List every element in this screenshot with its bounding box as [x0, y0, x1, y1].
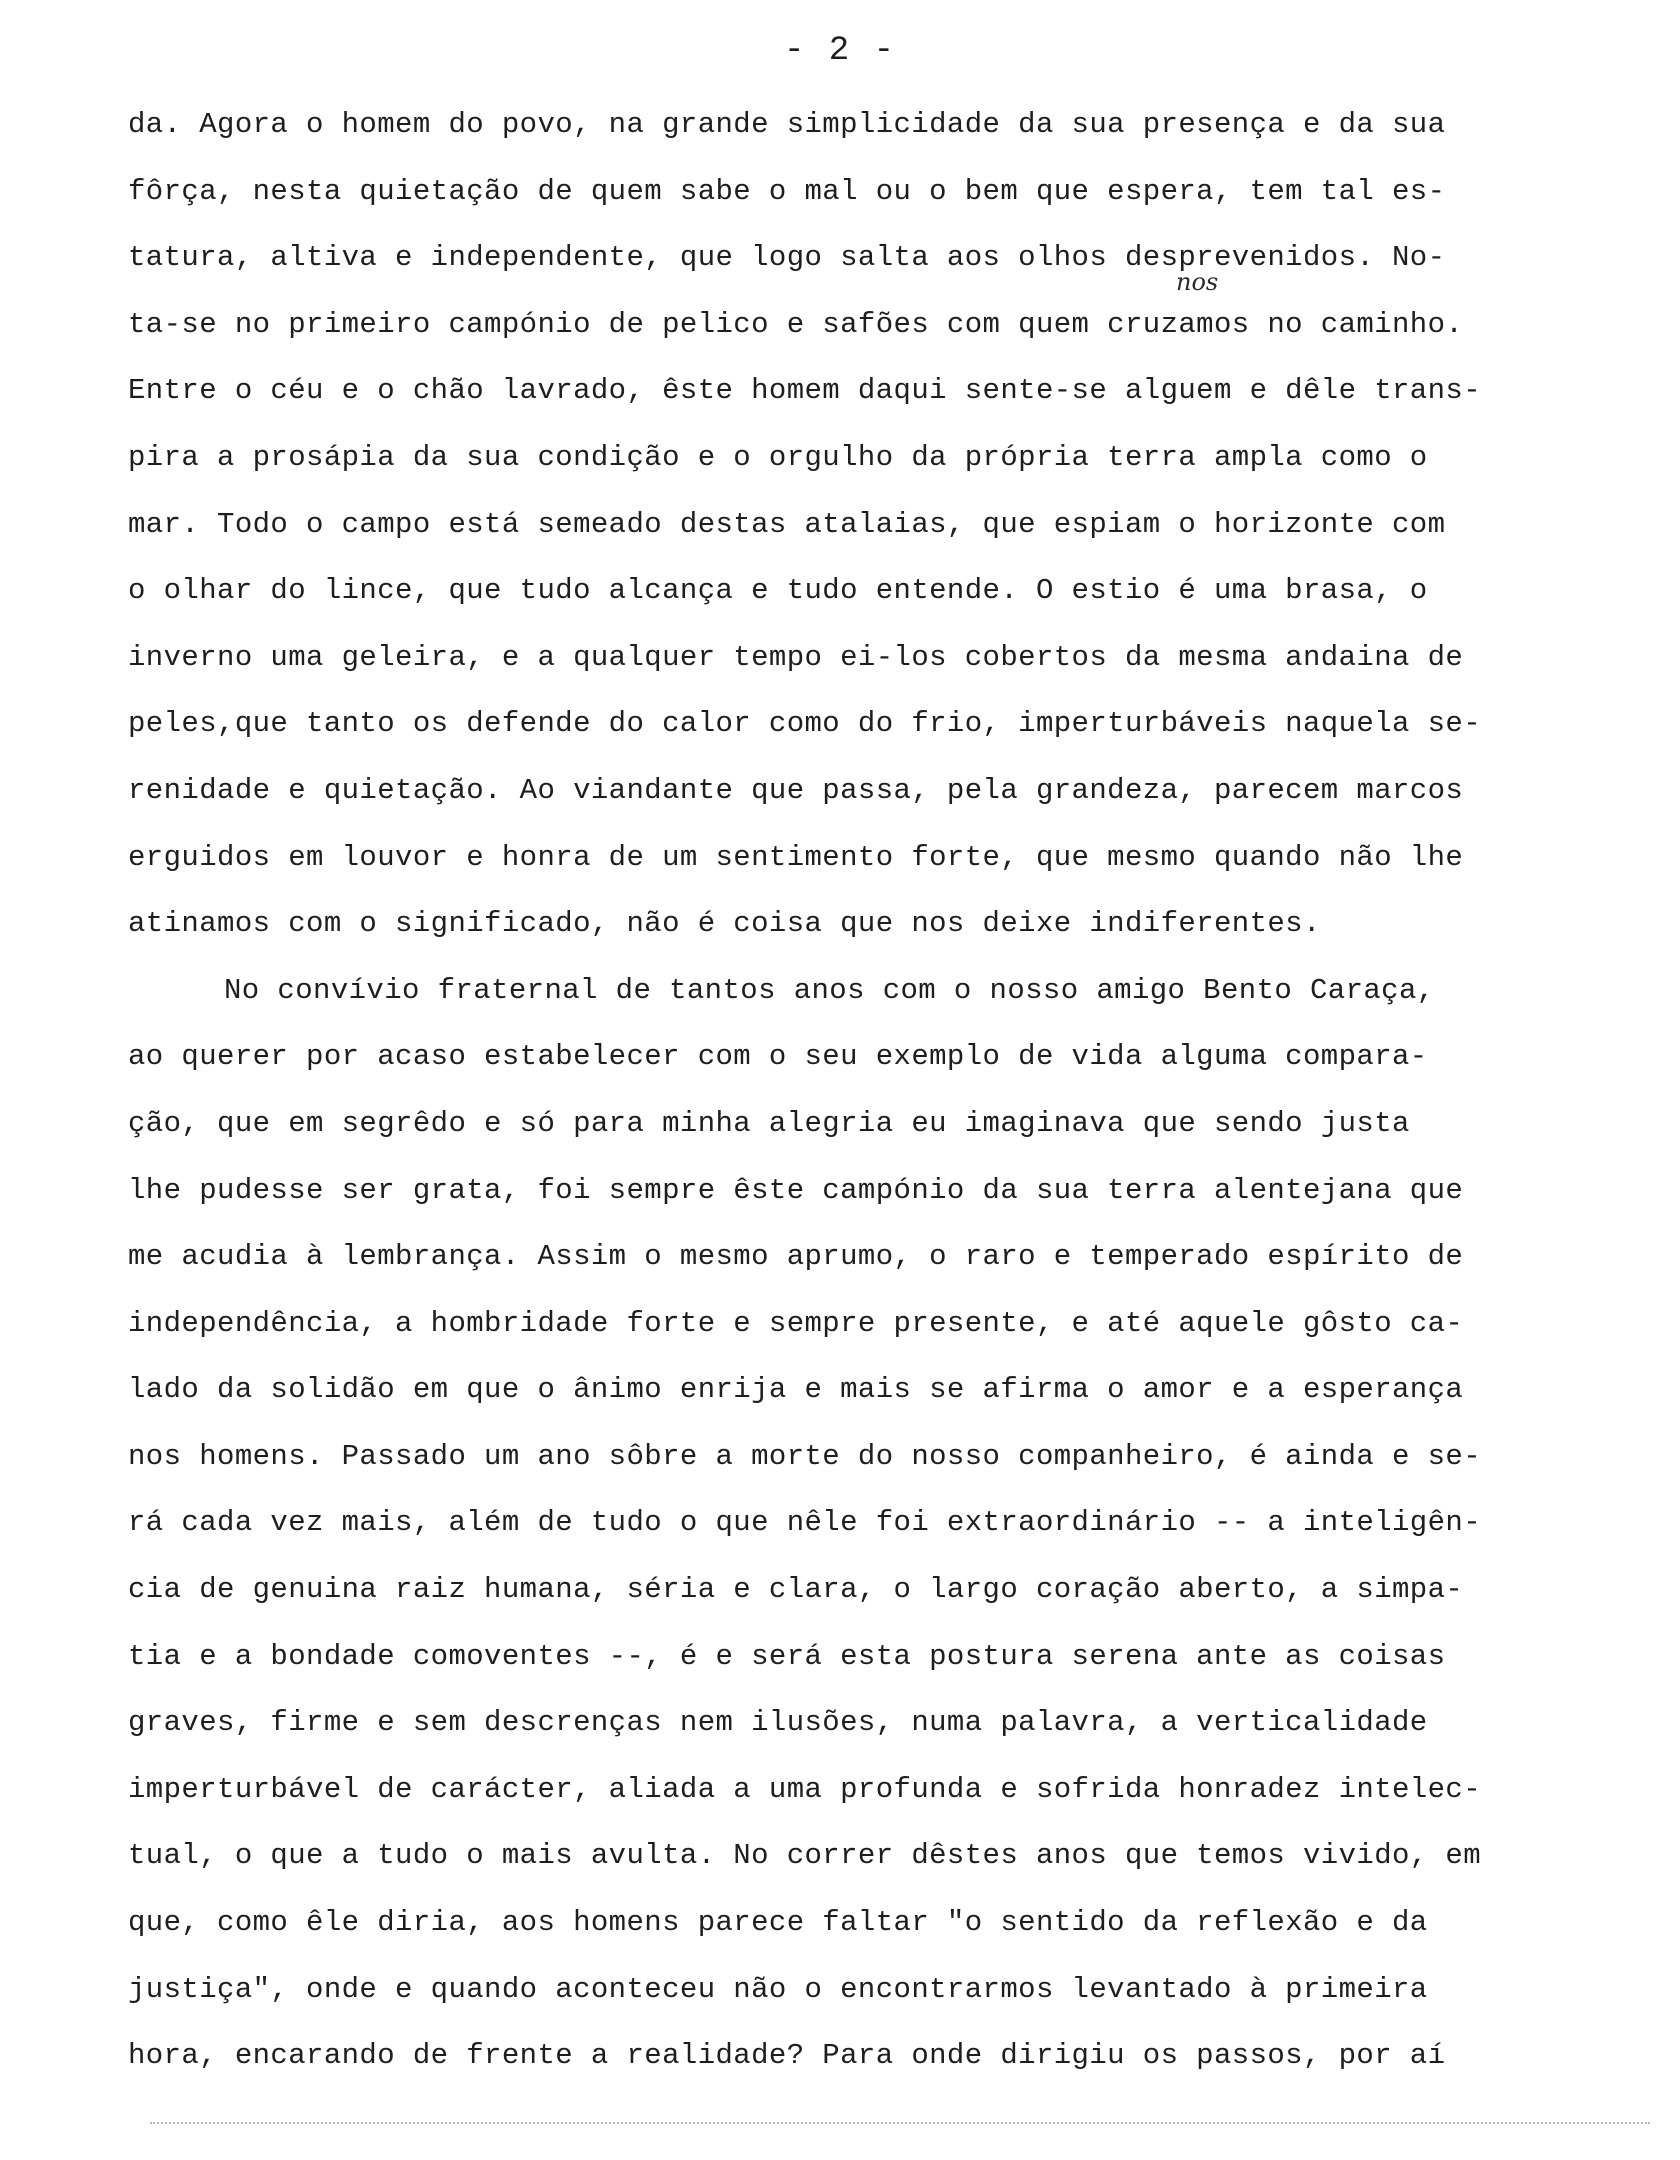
text-line: tatura, altiva e independente, que logo salta aos olhos desprevenidos. No- [128, 241, 1446, 275]
text-line: peles,que tanto os defende do calor como do frio, imperturbáveis naquela se- [128, 707, 1482, 741]
text-line: lado da solidão em que o ânimo enrija e mais se afirma o amor e a esperança [128, 1373, 1464, 1407]
text-line: tual, o que a tudo o mais avulta. No correr dêstes anos que temos vivido, em [128, 1839, 1482, 1873]
text-line: atinamos com o significado, não é coisa que nos deixe indiferentes. [128, 907, 1321, 941]
text-line: renidade e quietação. Ao viandante que passa, pela grandeza, parecem marcos [128, 773, 1464, 807]
text-line: Entre o céu e o chão lavrado, êste homem daqui sente-se alguem e dêle trans- [128, 374, 1482, 408]
text-line: mar. Todo o campo está semeado destas atalaias, que espiam o horizonte com [128, 507, 1446, 541]
text-line: cia de genuina raiz humana, séria e clara, o largo coração aberto, a simpa- [128, 1573, 1464, 1607]
text-line: pira a prosápia da sua condição e o orgulho da própria terra ampla como o [128, 440, 1428, 474]
text-line: ta-se no primeiro campónio de pelico e safões com quem cruzamos no caminho. [128, 307, 1464, 341]
text-line: que, como êle diria, aos homens parece faltar "o sentido da reflexão e da [128, 1906, 1428, 1940]
text-line: da. Agora o homem do povo, na grande simplicidade da sua presença e da sua [128, 108, 1446, 141]
handwritten-correction: nos [1176, 268, 1219, 296]
text-line: hora, encarando de frente a realidade? Para onde dirigiu os passos, por aí [128, 2039, 1446, 2073]
text-line: lhe pudesse ser grata, foi sempre êste campónio da sua terra alentejana que [128, 1173, 1464, 1207]
text-line: tia e a bondade comoventes --, é e será esta postura serena ante as coisas [128, 1639, 1446, 1673]
text-line: inverno uma geleira, e a qualquer tempo ei-los cobertos da mesma andaina de [128, 640, 1464, 674]
text-line: justiça", onde e quando aconteceu não o encontrarmos levantado à primeira [128, 1972, 1428, 2006]
paragraph-start-line: No convívio fraternal de tantos anos com o nosso amigo Bento Caraça, [224, 973, 1435, 1007]
text-line: nos homens. Passado um ano sôbre a morte do nosso companheiro, é ainda e se- [128, 1439, 1482, 1473]
page-number: - 2 - [783, 32, 897, 70]
text-line: fôrça, nesta quietação de quem sabe o mal ou o bem que espera, tem tal es- [128, 174, 1446, 208]
text-line: erguidos em louvor e honra de um sentimento forte, que mesmo quando não lhe [128, 840, 1464, 874]
text-line: ao querer por acaso estabelecer com o seu exemplo de vida alguma compara- [128, 1040, 1428, 1074]
text-line: o olhar do lince, que tudo alcança e tudo entende. O estio é uma brasa, o [128, 574, 1428, 608]
text-line: imperturbável de carácter, aliada a uma profunda e sofrida honradez intelec- [128, 1772, 1482, 1806]
text-line: graves, firme e sem descrenças nem ilusões, numa palavra, a verticalidade [128, 1706, 1428, 1740]
text-line: ção, que em segrêdo e só para minha alegria eu imaginava que sendo justa [128, 1106, 1410, 1140]
body-text [128, 92, 1648, 2090]
text-line: independência, a hombridade forte e sempre presente, e até aquele gôsto ca- [128, 1306, 1464, 1340]
text-line: rá cada vez mais, além de tudo o que nêle foi extraordinário -- a inteligên- [128, 1506, 1482, 1540]
text-line: me acudia à lembrança. Assim o mesmo aprumo, o raro e temperado espírito de [128, 1240, 1464, 1274]
footer-dotted-rule [150, 2122, 1650, 2124]
